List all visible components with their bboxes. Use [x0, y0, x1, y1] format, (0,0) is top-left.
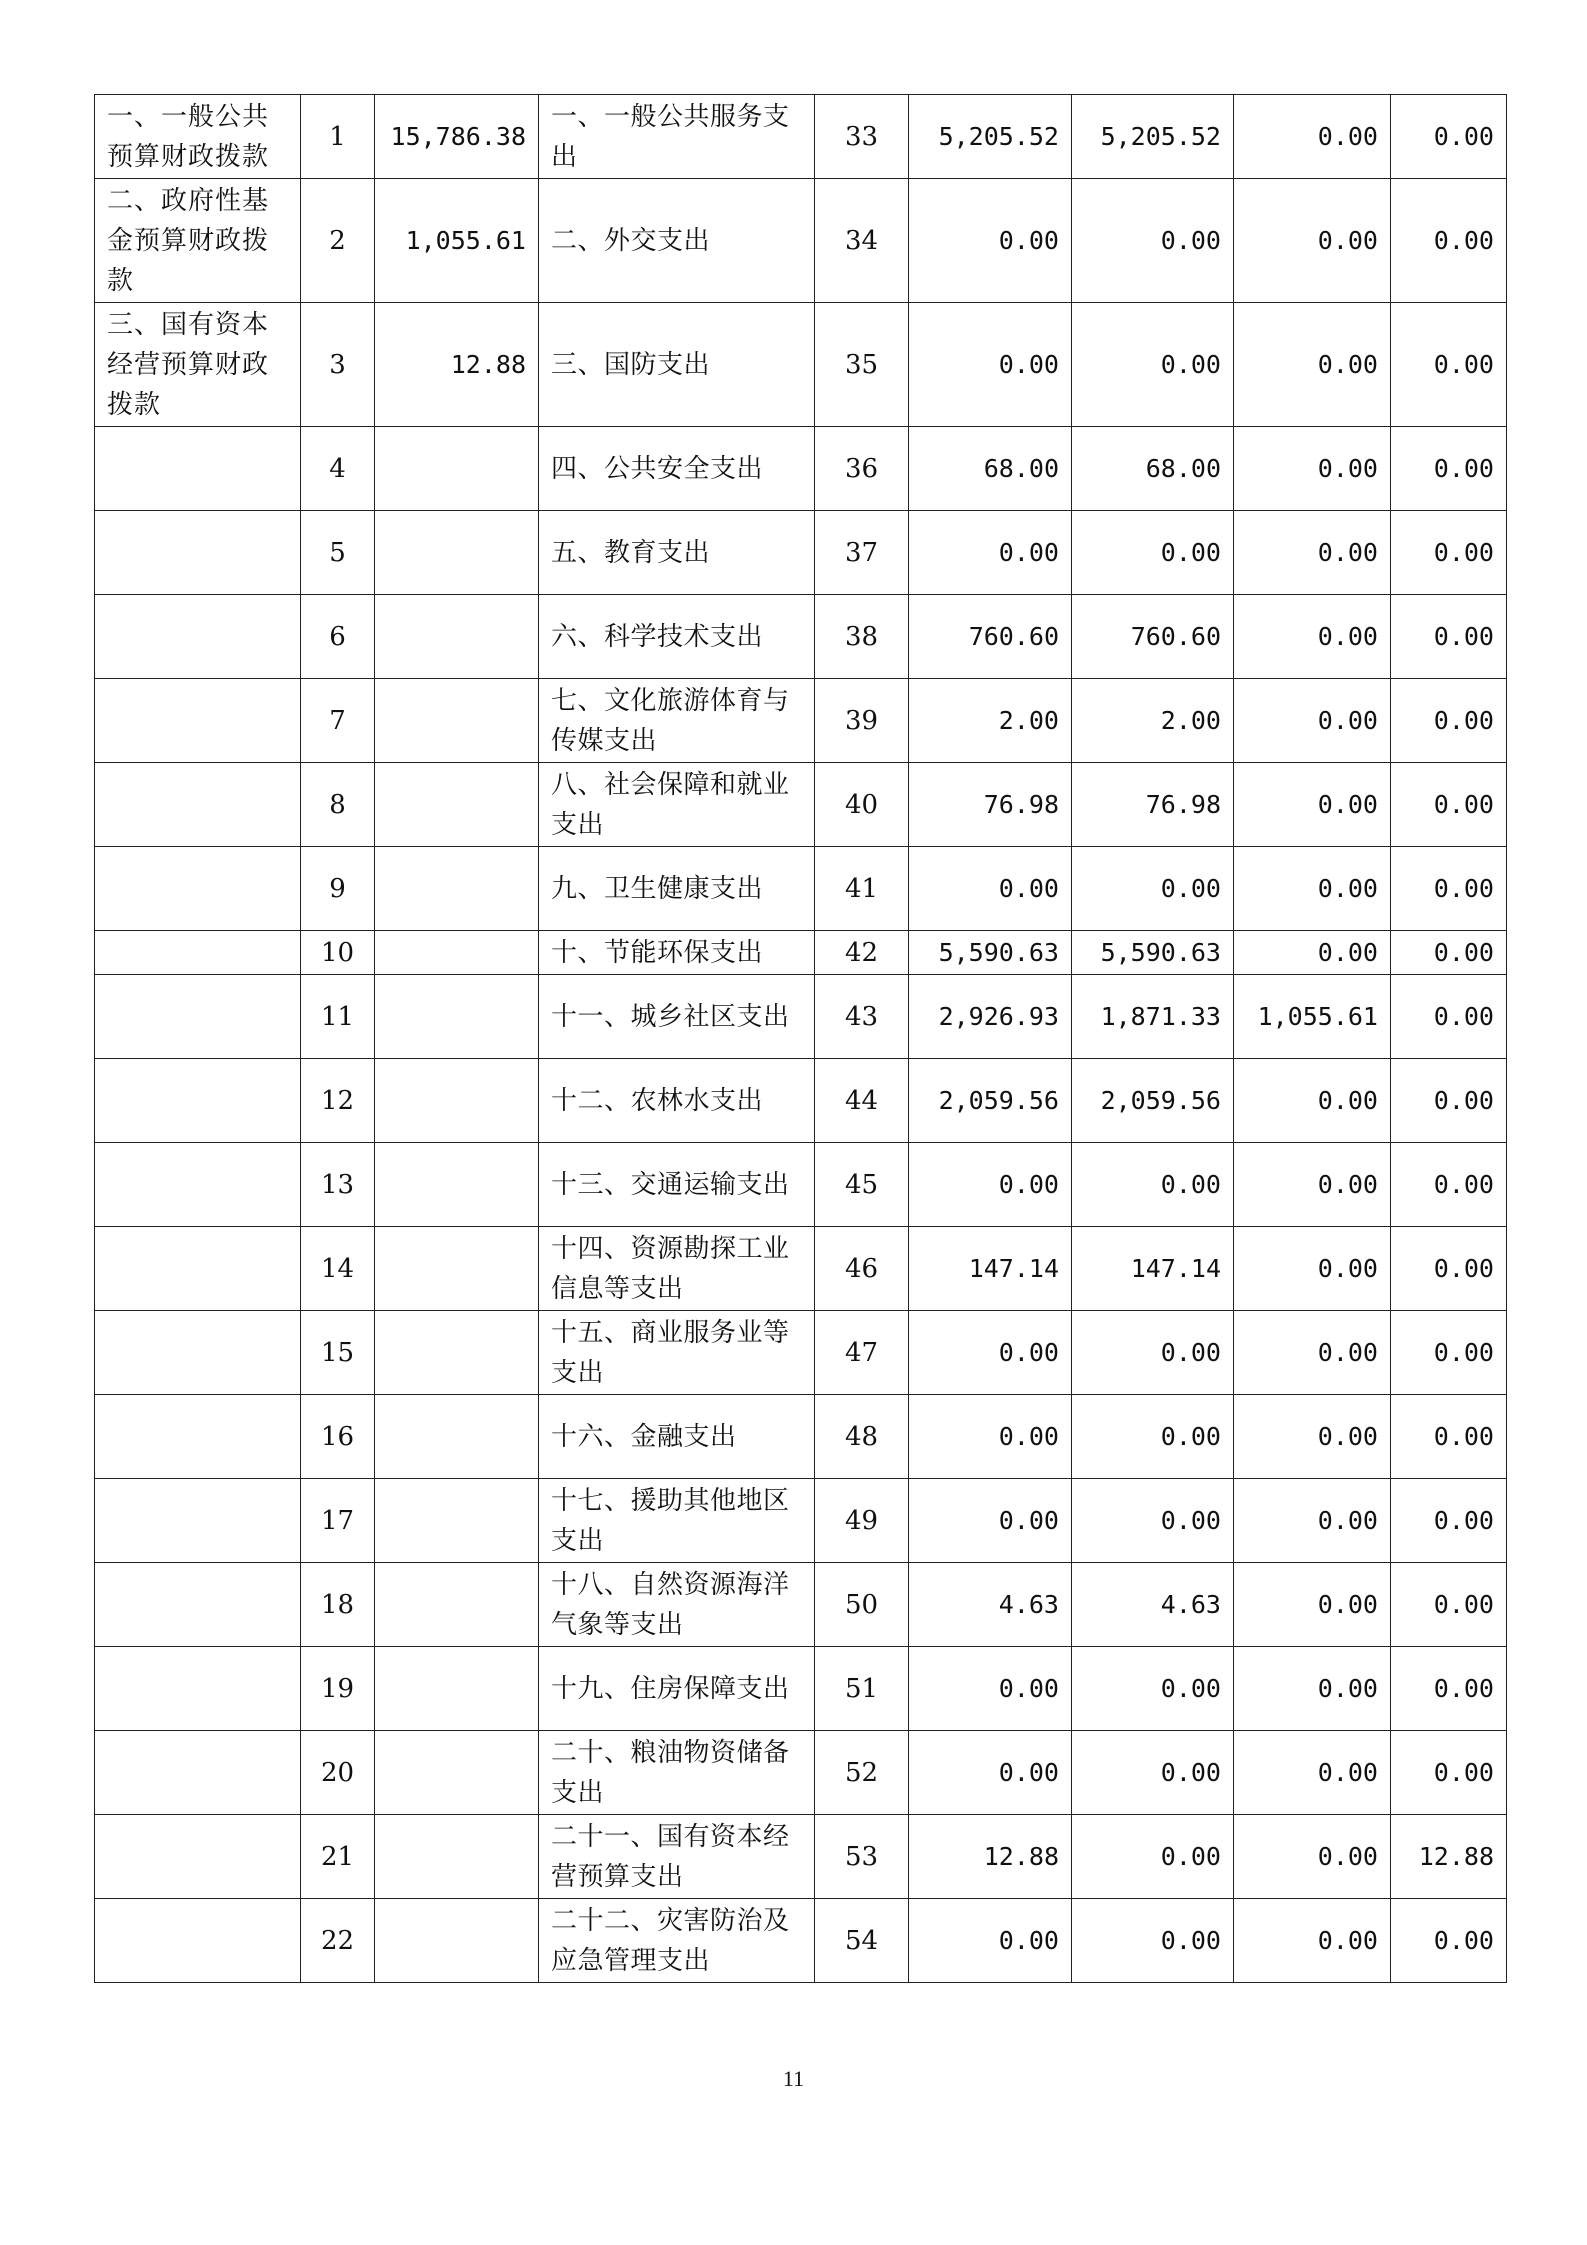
- cell-amt: 12.88: [375, 303, 539, 427]
- cell-src: [95, 595, 301, 679]
- table-row: [95, 1059, 1507, 1143]
- cell-amt: [375, 847, 539, 931]
- cell-item: 十三、交通运输支出: [539, 1143, 815, 1227]
- cell-v2: 68.00: [1072, 427, 1234, 511]
- table-row: [95, 931, 1507, 975]
- table-row: [95, 1899, 1507, 1983]
- cell-v3: 0.00: [1234, 1815, 1391, 1899]
- cell-src: [95, 1899, 301, 1983]
- cell-idx2: 34: [815, 179, 909, 303]
- cell-item: 十九、住房保障支出: [539, 1647, 815, 1731]
- cell-idx: 4: [301, 427, 375, 511]
- cell-item: 九、卫生健康支出: [539, 847, 815, 931]
- cell-idx2: 44: [815, 1059, 909, 1143]
- cell-v2: 0.00: [1072, 1899, 1234, 1983]
- cell-idx: 15: [301, 1311, 375, 1395]
- cell-v3: 0.00: [1234, 511, 1391, 595]
- cell-v3: 0.00: [1234, 303, 1391, 427]
- cell-v3: 0.00: [1234, 1395, 1391, 1479]
- cell-item: 二十一、国有资本经营预算支出: [539, 1815, 815, 1899]
- cell-v2: 0.00: [1072, 511, 1234, 595]
- cell-idx: 21: [301, 1815, 375, 1899]
- table-row: [95, 1563, 1507, 1647]
- cell-amt: [375, 1563, 539, 1647]
- table-row: [95, 1311, 1507, 1395]
- cell-amt: [375, 1731, 539, 1815]
- cell-v2: 2,059.56: [1072, 1059, 1234, 1143]
- cell-src: [95, 1563, 301, 1647]
- cell-v4: 0.00: [1391, 1395, 1507, 1479]
- cell-amt: [375, 1647, 539, 1731]
- cell-v2: 147.14: [1072, 1227, 1234, 1311]
- cell-idx: 1: [301, 95, 375, 179]
- cell-idx: 3: [301, 303, 375, 427]
- cell-v3: 0.00: [1234, 1311, 1391, 1395]
- cell-src: [95, 1731, 301, 1815]
- cell-v3: 0.00: [1234, 847, 1391, 931]
- cell-v3: 0.00: [1234, 179, 1391, 303]
- cell-v3: 0.00: [1234, 95, 1391, 179]
- cell-v4: 0.00: [1391, 763, 1507, 847]
- cell-v3: 0.00: [1234, 1647, 1391, 1731]
- table-row: [95, 1647, 1507, 1731]
- cell-idx2: 43: [815, 975, 909, 1059]
- cell-idx: 10: [301, 931, 375, 975]
- cell-idx: 6: [301, 595, 375, 679]
- table-row: [95, 511, 1507, 595]
- cell-src: [95, 931, 301, 975]
- cell-v1: 12.88: [909, 1815, 1072, 1899]
- cell-v4: 0.00: [1391, 595, 1507, 679]
- cell-src: [95, 1479, 301, 1563]
- cell-amt: [375, 1899, 539, 1983]
- cell-src: [95, 847, 301, 931]
- cell-v2: 76.98: [1072, 763, 1234, 847]
- cell-v3: 0.00: [1234, 1143, 1391, 1227]
- cell-idx: 13: [301, 1143, 375, 1227]
- cell-v4: 0.00: [1391, 427, 1507, 511]
- cell-idx2: 35: [815, 303, 909, 427]
- cell-v2: 0.00: [1072, 1311, 1234, 1395]
- cell-v1: 147.14: [909, 1227, 1072, 1311]
- cell-amt: 15,786.38: [375, 95, 539, 179]
- table-row: [95, 427, 1507, 511]
- cell-v1: 0.00: [909, 1899, 1072, 1983]
- cell-amt: [375, 1143, 539, 1227]
- cell-v4: 0.00: [1391, 847, 1507, 931]
- cell-amt: 1,055.61: [375, 179, 539, 303]
- cell-amt: [375, 1227, 539, 1311]
- cell-v4: 0.00: [1391, 511, 1507, 595]
- cell-idx: 7: [301, 679, 375, 763]
- cell-idx2: 39: [815, 679, 909, 763]
- cell-idx2: 53: [815, 1815, 909, 1899]
- cell-idx: 2: [301, 179, 375, 303]
- cell-v2: 5,205.52: [1072, 95, 1234, 179]
- table-row: [95, 975, 1507, 1059]
- cell-v2: 0.00: [1072, 179, 1234, 303]
- cell-v4: 0.00: [1391, 1647, 1507, 1731]
- table-row: [95, 595, 1507, 679]
- cell-v2: 4.63: [1072, 1563, 1234, 1647]
- cell-amt: [375, 427, 539, 511]
- cell-item: 十一、城乡社区支出: [539, 975, 815, 1059]
- cell-v1: 0.00: [909, 179, 1072, 303]
- budget-table: [94, 94, 1507, 1983]
- cell-item: 二十二、灾害防治及应急管理支出: [539, 1899, 815, 1983]
- table-row: [95, 1143, 1507, 1227]
- table-row: [95, 1815, 1507, 1899]
- cell-idx: 11: [301, 975, 375, 1059]
- cell-v3: 0.00: [1234, 763, 1391, 847]
- cell-v3: 0.00: [1234, 1899, 1391, 1983]
- cell-idx2: 51: [815, 1647, 909, 1731]
- cell-idx2: 45: [815, 1143, 909, 1227]
- cell-v4: 0.00: [1391, 975, 1507, 1059]
- cell-item: 十、节能环保支出: [539, 931, 815, 975]
- cell-idx: 9: [301, 847, 375, 931]
- cell-amt: [375, 1311, 539, 1395]
- cell-v4: 0.00: [1391, 679, 1507, 763]
- cell-idx2: 40: [815, 763, 909, 847]
- cell-item: 十四、资源勘探工业信息等支出: [539, 1227, 815, 1311]
- cell-v2: 2.00: [1072, 679, 1234, 763]
- cell-v3: 0.00: [1234, 679, 1391, 763]
- cell-item: 二、外交支出: [539, 179, 815, 303]
- cell-src: [95, 1311, 301, 1395]
- cell-src: [95, 511, 301, 595]
- table-row: [95, 847, 1507, 931]
- cell-v1: 68.00: [909, 427, 1072, 511]
- cell-amt: [375, 975, 539, 1059]
- cell-idx2: 47: [815, 1311, 909, 1395]
- cell-v3: 0.00: [1234, 931, 1391, 975]
- cell-item: 十二、农林水支出: [539, 1059, 815, 1143]
- cell-src: [95, 763, 301, 847]
- cell-v1: 0.00: [909, 1395, 1072, 1479]
- cell-v2: 0.00: [1072, 1143, 1234, 1227]
- cell-item: 二十、粮油物资储备支出: [539, 1731, 815, 1815]
- cell-src: 一、一般公共预算财政拨款: [95, 95, 301, 179]
- cell-v2: 760.60: [1072, 595, 1234, 679]
- cell-v1: 2,059.56: [909, 1059, 1072, 1143]
- cell-item: 一、一般公共服务支出: [539, 95, 815, 179]
- cell-v3: 0.00: [1234, 1227, 1391, 1311]
- cell-v1: 5,590.63: [909, 931, 1072, 975]
- cell-idx2: 38: [815, 595, 909, 679]
- cell-src: [95, 679, 301, 763]
- cell-item: 六、科学技术支出: [539, 595, 815, 679]
- cell-v2: 0.00: [1072, 1731, 1234, 1815]
- cell-item: 十六、金融支出: [539, 1395, 815, 1479]
- cell-src: 二、政府性基金预算财政拨款: [95, 179, 301, 303]
- cell-src: [95, 427, 301, 511]
- table-row: [95, 303, 1507, 427]
- cell-idx2: 41: [815, 847, 909, 931]
- cell-src: [95, 1647, 301, 1731]
- cell-amt: [375, 1395, 539, 1479]
- cell-v1: 0.00: [909, 1311, 1072, 1395]
- cell-v4: 0.00: [1391, 1059, 1507, 1143]
- table-row: [95, 679, 1507, 763]
- cell-v3: 0.00: [1234, 595, 1391, 679]
- cell-idx2: 48: [815, 1395, 909, 1479]
- cell-amt: [375, 679, 539, 763]
- cell-idx: 22: [301, 1899, 375, 1983]
- cell-item: 七、文化旅游体育与传媒支出: [539, 679, 815, 763]
- cell-v2: 0.00: [1072, 1479, 1234, 1563]
- cell-v4: 0.00: [1391, 1479, 1507, 1563]
- cell-v2: 5,590.63: [1072, 931, 1234, 975]
- cell-idx: 17: [301, 1479, 375, 1563]
- cell-idx: 12: [301, 1059, 375, 1143]
- cell-src: [95, 1227, 301, 1311]
- table-body: [95, 95, 1507, 1983]
- cell-v1: 0.00: [909, 847, 1072, 931]
- cell-v2: 0.00: [1072, 847, 1234, 931]
- cell-v4: 0.00: [1391, 1227, 1507, 1311]
- cell-v1: 0.00: [909, 303, 1072, 427]
- cell-item: 十五、商业服务业等支出: [539, 1311, 815, 1395]
- cell-v2: 0.00: [1072, 1395, 1234, 1479]
- cell-idx: 20: [301, 1731, 375, 1815]
- cell-idx: 16: [301, 1395, 375, 1479]
- cell-v2: 0.00: [1072, 1815, 1234, 1899]
- cell-idx: 19: [301, 1647, 375, 1731]
- cell-v1: 76.98: [909, 763, 1072, 847]
- cell-v1: 0.00: [909, 1479, 1072, 1563]
- cell-v3: 0.00: [1234, 1563, 1391, 1647]
- cell-src: 三、国有资本经营预算财政拨款: [95, 303, 301, 427]
- cell-v1: 2,926.93: [909, 975, 1072, 1059]
- cell-item: 五、教育支出: [539, 511, 815, 595]
- cell-v2: 1,871.33: [1072, 975, 1234, 1059]
- cell-v4: 0.00: [1391, 1143, 1507, 1227]
- cell-idx2: 37: [815, 511, 909, 595]
- cell-idx: 18: [301, 1563, 375, 1647]
- cell-idx2: 46: [815, 1227, 909, 1311]
- cell-item: 八、社会保障和就业支出: [539, 763, 815, 847]
- cell-idx2: 52: [815, 1731, 909, 1815]
- cell-v2: 0.00: [1072, 303, 1234, 427]
- cell-v1: 2.00: [909, 679, 1072, 763]
- cell-idx2: 54: [815, 1899, 909, 1983]
- cell-v4: 0.00: [1391, 179, 1507, 303]
- cell-src: [95, 975, 301, 1059]
- cell-src: [95, 1815, 301, 1899]
- table-row: [95, 95, 1507, 179]
- cell-v4: 0.00: [1391, 1563, 1507, 1647]
- cell-idx2: 49: [815, 1479, 909, 1563]
- cell-v4: 12.88: [1391, 1815, 1507, 1899]
- cell-amt: [375, 511, 539, 595]
- table-row: [95, 1731, 1507, 1815]
- cell-src: [95, 1059, 301, 1143]
- cell-v3: 0.00: [1234, 1059, 1391, 1143]
- cell-v1: 760.60: [909, 595, 1072, 679]
- cell-v1: 0.00: [909, 1731, 1072, 1815]
- cell-amt: [375, 595, 539, 679]
- cell-v3: 0.00: [1234, 1731, 1391, 1815]
- cell-item: 三、国防支出: [539, 303, 815, 427]
- cell-v4: 0.00: [1391, 95, 1507, 179]
- cell-v1: 5,205.52: [909, 95, 1072, 179]
- cell-v1: 0.00: [909, 1647, 1072, 1731]
- cell-v4: 0.00: [1391, 303, 1507, 427]
- cell-src: [95, 1395, 301, 1479]
- table-row: [95, 763, 1507, 847]
- cell-idx2: 42: [815, 931, 909, 975]
- cell-idx2: 36: [815, 427, 909, 511]
- cell-v4: 0.00: [1391, 1311, 1507, 1395]
- cell-v3: 0.00: [1234, 427, 1391, 511]
- cell-v2: 0.00: [1072, 1647, 1234, 1731]
- page-number: 11: [782, 2066, 805, 2091]
- cell-item: 十七、援助其他地区支出: [539, 1479, 815, 1563]
- cell-amt: [375, 931, 539, 975]
- cell-amt: [375, 1815, 539, 1899]
- cell-v1: 0.00: [909, 1143, 1072, 1227]
- cell-amt: [375, 1479, 539, 1563]
- cell-v4: 0.00: [1391, 1731, 1507, 1815]
- cell-idx: 8: [301, 763, 375, 847]
- table-row: [95, 1395, 1507, 1479]
- cell-v3: 0.00: [1234, 1479, 1391, 1563]
- cell-idx2: 33: [815, 95, 909, 179]
- cell-amt: [375, 1059, 539, 1143]
- cell-v4: 0.00: [1391, 1899, 1507, 1983]
- cell-v1: 4.63: [909, 1563, 1072, 1647]
- cell-v4: 0.00: [1391, 931, 1507, 975]
- cell-idx2: 50: [815, 1563, 909, 1647]
- cell-v3: 1,055.61: [1234, 975, 1391, 1059]
- cell-idx: 5: [301, 511, 375, 595]
- cell-v1: 0.00: [909, 511, 1072, 595]
- cell-amt: [375, 763, 539, 847]
- table-row: [95, 1479, 1507, 1563]
- cell-src: [95, 1143, 301, 1227]
- cell-idx: 14: [301, 1227, 375, 1311]
- table-row: [95, 179, 1507, 303]
- table-row: [95, 1227, 1507, 1311]
- cell-item: 十八、自然资源海洋气象等支出: [539, 1563, 815, 1647]
- cell-item: 四、公共安全支出: [539, 427, 815, 511]
